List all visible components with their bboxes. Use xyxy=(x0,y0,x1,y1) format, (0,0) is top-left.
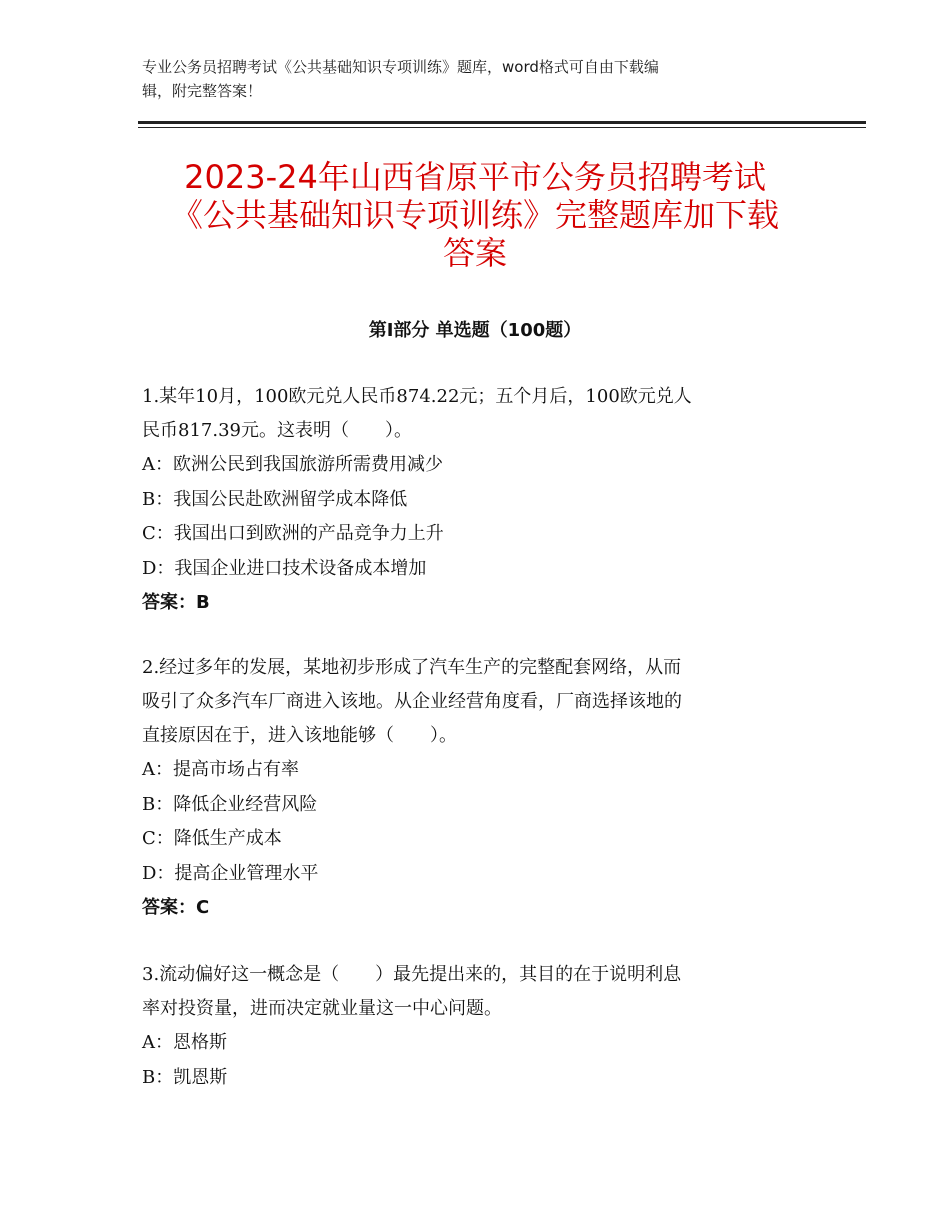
question-stem-line: 直接原因在于，进入该地能够（ ）。 xyxy=(142,725,457,746)
header-note xyxy=(142,55,802,103)
question-2 xyxy=(142,651,822,925)
option-c: C：我国出口到欧洲的产品竞争力上升 xyxy=(142,523,444,544)
answer: 答案：C xyxy=(142,897,210,918)
option-b: B：降低企业经营风险 xyxy=(142,793,318,815)
question-stem-line: 1.某年10月，100欧元兑人民币874.22元；五个月后，100欧元兑人 xyxy=(142,386,692,407)
question-stem-line: 吸引了众多汽车厂商进入该地。从企业经营角度看，厂商选择该地的 xyxy=(142,691,682,712)
option-b: B：我国公民赴欧洲留学成本降低 xyxy=(142,488,408,510)
document-title-line: 《公共基础知识专项训练》完整题库加下载 xyxy=(170,196,779,234)
document-title-line: 2023-24年山西省原平市公务员招聘考试 xyxy=(184,158,766,196)
option-c: C：降低生产成本 xyxy=(142,828,282,849)
document-title-line: 答案 xyxy=(442,234,507,272)
question-stem-line: 民币817.39元。这表明（ ）。 xyxy=(142,420,412,441)
option-d: D：我国企业进口技术设备成本增加 xyxy=(142,557,427,579)
question-3 xyxy=(142,958,822,1095)
header-note-line: 辑，附完整答案！ xyxy=(142,82,263,100)
option-b: B：凯恩斯 xyxy=(142,1066,228,1088)
question-stem-line: 2.经过多年的发展，某地初步形成了汽车生产的完整配套网络，从而 xyxy=(142,657,682,678)
header-divider-thin xyxy=(138,127,866,128)
option-d: D：提高企业管理水平 xyxy=(142,862,319,884)
answer: 答案：B xyxy=(142,592,210,613)
header-divider-thick xyxy=(138,121,866,124)
question-1 xyxy=(142,380,822,620)
question-stem-line: 3.流动偏好这一概念是（ ）最先提出来的，其目的在于说明利息 xyxy=(142,964,682,985)
option-a: A：欧洲公民到我国旅游所需费用减少 xyxy=(142,454,443,475)
question-stem-line: 率对投资量，进而决定就业量这一中心问题。 xyxy=(142,998,502,1019)
option-a: A：提高市场占有率 xyxy=(142,759,299,780)
option-a: A：恩格斯 xyxy=(142,1032,227,1053)
header-note-line: 专业公务员招聘考试《公共基础知识专项训练》题库，word格式可自由下载编 xyxy=(142,58,659,76)
document-title xyxy=(100,158,850,272)
section-heading: 第Ⅰ部分 单选题（100题） xyxy=(368,320,582,341)
